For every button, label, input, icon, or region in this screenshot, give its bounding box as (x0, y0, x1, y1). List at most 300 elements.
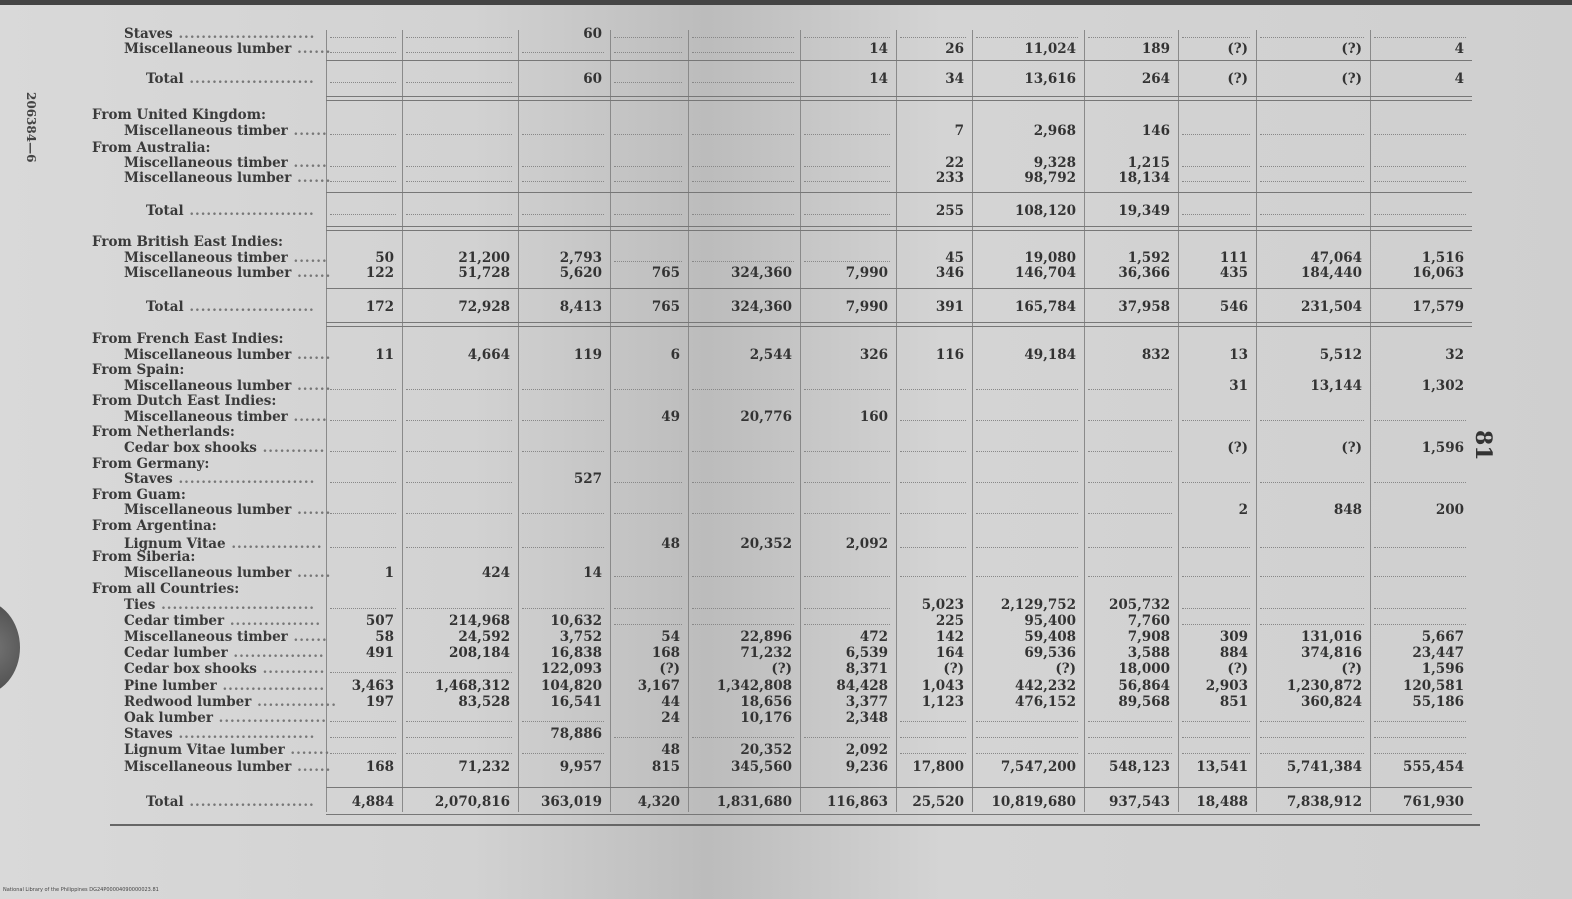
table-row (0, 409, 1572, 425)
table-row (0, 26, 1572, 42)
empty-cell-leader (804, 513, 890, 514)
empty-cell-leader (522, 181, 604, 182)
value-cell: 7,547,200 (1000, 759, 1076, 775)
value-cell: 424 (481, 565, 510, 581)
value-cell: 832 (1141, 347, 1170, 363)
value-cell: 3,752 (559, 629, 602, 645)
value-cell: 9,328 (1033, 155, 1076, 171)
value-cell: 1,230,872 (1286, 678, 1362, 694)
value-cell: 8,413 (559, 299, 602, 315)
empty-cell-leader (406, 82, 512, 83)
value-cell: 815 (651, 759, 680, 775)
row-label: Total ...................... (146, 794, 315, 810)
empty-cell-leader (1374, 482, 1466, 483)
empty-cell-leader (614, 513, 682, 514)
value-cell: 346 (935, 265, 964, 281)
empty-cell-leader (330, 451, 396, 452)
value-cell: 142 (935, 629, 964, 645)
empty-cell-leader (1182, 753, 1250, 754)
empty-cell-leader (522, 451, 604, 452)
value-cell: (?) (771, 661, 792, 677)
value-cell: (?) (1227, 661, 1248, 677)
empty-cell-leader (330, 737, 396, 738)
empty-cell-leader (900, 389, 966, 390)
empty-cell-leader (804, 608, 890, 609)
empty-cell-leader (692, 37, 794, 38)
empty-cell-leader (1260, 134, 1364, 135)
row-label: Redwood lumber .............. (124, 694, 337, 710)
empty-cell-leader (692, 513, 794, 514)
value-cell: 60 (583, 26, 602, 42)
value-cell: 20,352 (740, 742, 792, 758)
value-cell: 1,215 (1127, 155, 1170, 171)
table-rule (326, 322, 1472, 323)
row-label: From British East Indies: (92, 234, 284, 250)
table-row (0, 393, 1572, 409)
empty-cell-leader (406, 181, 512, 182)
value-cell: 164 (935, 645, 964, 661)
value-cell: 2,903 (1205, 678, 1248, 694)
value-cell: 111 (1219, 250, 1248, 266)
table-row (0, 678, 1572, 694)
empty-cell-leader (1182, 181, 1250, 182)
value-cell: 4,320 (637, 794, 680, 810)
value-cell: 131,016 (1300, 629, 1362, 645)
value-cell: 55,186 (1412, 694, 1464, 710)
row-label: From United Kingdom: (92, 107, 266, 123)
empty-cell-leader (804, 37, 890, 38)
value-cell: 146,704 (1014, 265, 1076, 281)
empty-cell-leader (1182, 482, 1250, 483)
value-cell: 10,176 (740, 710, 792, 726)
value-cell: 1,592 (1127, 250, 1170, 266)
value-cell: 1,596 (1421, 440, 1464, 456)
value-cell: 1,302 (1421, 378, 1464, 394)
empty-cell-leader (1374, 547, 1466, 548)
row-label: Miscellaneous timber ...... (124, 155, 328, 171)
value-cell: 10,819,680 (991, 794, 1076, 810)
empty-cell-leader (522, 214, 604, 215)
value-cell: 104,820 (540, 678, 602, 694)
empty-cell-leader (976, 451, 1078, 452)
value-cell: 937,543 (1108, 794, 1170, 810)
empty-cell-leader (406, 420, 512, 421)
empty-cell-leader (406, 672, 512, 673)
value-cell: 84,428 (836, 678, 888, 694)
table-row (0, 41, 1572, 57)
empty-cell-leader (330, 513, 396, 514)
value-cell: 48 (661, 536, 680, 552)
value-cell: 6,539 (845, 645, 888, 661)
row-label: Staves ........................ (124, 26, 316, 42)
empty-cell-leader (900, 737, 966, 738)
value-cell: 345,560 (730, 759, 792, 775)
value-cell: 761,930 (1402, 794, 1464, 810)
empty-cell-leader (614, 451, 682, 452)
empty-cell-leader (692, 134, 794, 135)
value-cell: 13 (1229, 347, 1248, 363)
value-cell: 472 (859, 629, 888, 645)
empty-cell-leader (1182, 214, 1250, 215)
row-label: Miscellaneous lumber ...... (124, 565, 332, 581)
value-cell: 18,134 (1118, 170, 1170, 186)
value-cell: 3,463 (351, 678, 394, 694)
value-cell: 5,620 (559, 265, 602, 281)
value-cell: 7,908 (1127, 629, 1170, 645)
empty-cell-leader (804, 214, 890, 215)
empty-cell-leader (692, 166, 794, 167)
value-cell: 14 (869, 71, 888, 87)
value-cell: 1,831,680 (716, 794, 792, 810)
row-label: From all Countries: (92, 581, 240, 597)
value-cell: 214,968 (448, 613, 510, 629)
empty-cell-leader (1374, 134, 1466, 135)
value-cell: 108,120 (1014, 203, 1076, 219)
empty-cell-leader (1374, 166, 1466, 167)
empty-cell-leader (614, 52, 682, 53)
empty-cell-leader (1182, 547, 1250, 548)
empty-cell-leader (330, 608, 396, 609)
table-row (0, 726, 1572, 742)
value-cell: 23,447 (1412, 645, 1464, 661)
value-cell: 1,516 (1421, 250, 1464, 266)
value-cell: 6 (670, 347, 680, 363)
empty-cell-leader (1088, 753, 1172, 754)
table-row (0, 140, 1572, 156)
value-cell: 3,588 (1127, 645, 1170, 661)
row-label: From French East Indies: (92, 331, 284, 347)
value-cell: 98,792 (1024, 170, 1076, 186)
empty-cell-leader (1374, 576, 1466, 577)
empty-cell-leader (1374, 721, 1466, 722)
table-row (0, 123, 1572, 139)
table-row (0, 424, 1572, 440)
row-label: Lignum Vitae ................ (124, 536, 323, 552)
value-cell: 122 (365, 265, 394, 281)
empty-cell-leader (1182, 576, 1250, 577)
value-cell: 17,800 (912, 759, 964, 775)
table-rule (326, 192, 1472, 193)
empty-cell-leader (900, 451, 966, 452)
empty-cell-leader (1182, 166, 1250, 167)
table-row (0, 250, 1572, 266)
value-cell: 95,400 (1024, 613, 1076, 629)
empty-cell-leader (614, 82, 682, 83)
value-cell: 18,488 (1196, 794, 1248, 810)
value-cell: 208,184 (448, 645, 510, 661)
empty-cell-leader (976, 737, 1078, 738)
empty-cell-leader (1260, 547, 1364, 548)
value-cell: 20,352 (740, 536, 792, 552)
empty-cell-leader (900, 576, 966, 577)
value-cell: 231,504 (1300, 299, 1362, 315)
empty-cell-leader (330, 181, 396, 182)
value-cell: 16,838 (550, 645, 602, 661)
value-cell: 5,741,384 (1286, 759, 1362, 775)
row-label: Cedar lumber ................ (124, 645, 325, 661)
empty-cell-leader (1088, 482, 1172, 483)
empty-cell-leader (330, 753, 396, 754)
table-rule (326, 100, 1472, 101)
value-cell: 4 (1454, 41, 1464, 57)
value-cell: 58 (375, 629, 394, 645)
value-cell: 168 (651, 645, 680, 661)
row-label: From Siberia: (92, 549, 196, 565)
value-cell: 120,581 (1402, 678, 1464, 694)
value-cell: 765 (651, 265, 680, 281)
value-cell: 4,664 (467, 347, 510, 363)
value-cell: (?) (1341, 71, 1362, 87)
value-cell: 2,348 (845, 710, 888, 726)
table-row (0, 661, 1572, 677)
row-label: Oak lumber ................... (124, 710, 327, 726)
value-cell: 9,236 (845, 759, 888, 775)
value-cell: 184,440 (1300, 265, 1362, 281)
empty-cell-leader (1374, 420, 1466, 421)
side-code: 206384—6 (24, 92, 38, 163)
empty-cell-leader (522, 389, 604, 390)
value-cell: 7,990 (845, 299, 888, 315)
empty-cell-leader (406, 166, 512, 167)
empty-cell-leader (1088, 513, 1172, 514)
empty-cell-leader (614, 134, 682, 135)
value-cell: 555,454 (1402, 759, 1464, 775)
value-cell: 1,043 (921, 678, 964, 694)
table-row (0, 440, 1572, 456)
row-label: Miscellaneous lumber ...... (124, 41, 332, 57)
empty-cell-leader (976, 420, 1078, 421)
table-row (0, 502, 1572, 518)
empty-cell-leader (614, 576, 682, 577)
empty-cell-leader (1182, 420, 1250, 421)
table-row (0, 581, 1572, 597)
table-row (0, 645, 1572, 661)
value-cell: 78,886 (550, 726, 602, 742)
empty-cell-leader (330, 389, 396, 390)
empty-cell-leader (1182, 624, 1250, 625)
value-cell: 44 (661, 694, 680, 710)
empty-cell-leader (406, 52, 512, 53)
table-row (0, 265, 1572, 281)
empty-cell-leader (1374, 608, 1466, 609)
empty-cell-leader (976, 753, 1078, 754)
empty-cell-leader (1260, 181, 1364, 182)
value-cell: 172 (365, 299, 394, 315)
empty-cell-leader (522, 52, 604, 53)
value-cell: 51,728 (458, 265, 510, 281)
value-cell: 47,064 (1310, 250, 1362, 266)
row-label: From Guam: (92, 487, 186, 503)
empty-cell-leader (1088, 420, 1172, 421)
row-label: Total ...................... (146, 71, 315, 87)
table-rule (326, 60, 1472, 61)
row-label: Ties ........................... (124, 597, 315, 613)
value-cell: 19,080 (1024, 250, 1076, 266)
empty-cell-leader (1260, 37, 1364, 38)
empty-cell-leader (976, 482, 1078, 483)
empty-cell-leader (804, 737, 890, 738)
table-row (0, 378, 1572, 394)
value-cell: 309 (1219, 629, 1248, 645)
table-row (0, 694, 1572, 710)
empty-cell-leader (1260, 482, 1364, 483)
empty-cell-leader (406, 737, 512, 738)
value-cell: (?) (1341, 41, 1362, 57)
value-cell: 225 (935, 613, 964, 629)
empty-cell-leader (1260, 576, 1364, 577)
empty-cell-leader (804, 482, 890, 483)
empty-cell-leader (900, 513, 966, 514)
value-cell: 264 (1141, 71, 1170, 87)
value-cell: 884 (1219, 645, 1248, 661)
value-cell: 146 (1141, 123, 1170, 139)
empty-cell-leader (330, 482, 396, 483)
value-cell: 442,232 (1014, 678, 1076, 694)
empty-cell-leader (1182, 134, 1250, 135)
row-label: Miscellaneous lumber ...... (124, 502, 332, 518)
empty-cell-leader (614, 214, 682, 215)
row-label: Total ...................... (146, 203, 315, 219)
value-cell: (?) (1227, 41, 1248, 57)
table-rule (326, 226, 1472, 227)
value-cell: 116 (935, 347, 964, 363)
value-cell: 37,958 (1118, 299, 1170, 315)
value-cell: 3,377 (845, 694, 888, 710)
table-row (0, 794, 1572, 810)
value-cell: 851 (1219, 694, 1248, 710)
value-cell: 16,541 (550, 694, 602, 710)
value-cell: 48 (661, 742, 680, 758)
value-cell: 324,360 (730, 265, 792, 281)
value-cell: 21,200 (458, 250, 510, 266)
empty-cell-leader (406, 37, 512, 38)
empty-cell-leader (406, 214, 512, 215)
table-rule (326, 787, 1472, 788)
table-rule (326, 326, 1472, 327)
value-cell: 20,776 (740, 409, 792, 425)
value-cell: 507 (365, 613, 394, 629)
value-cell: 2,129,752 (1000, 597, 1076, 613)
empty-cell-leader (1088, 737, 1172, 738)
value-cell: 1,468,312 (434, 678, 510, 694)
empty-cell-leader (692, 82, 794, 83)
value-cell: 9,957 (559, 759, 602, 775)
table-row (0, 170, 1572, 186)
value-cell: 233 (935, 170, 964, 186)
table-rule (326, 230, 1472, 231)
value-cell: 548,123 (1108, 759, 1170, 775)
empty-cell-leader (804, 389, 890, 390)
empty-cell-leader (406, 513, 512, 514)
value-cell: 11,024 (1024, 41, 1076, 57)
value-cell: 7,838,912 (1286, 794, 1362, 810)
value-cell: 69,536 (1024, 645, 1076, 661)
empty-cell-leader (804, 181, 890, 182)
row-label: Miscellaneous lumber ...... (124, 265, 332, 281)
empty-cell-leader (692, 451, 794, 452)
empty-cell-leader (1182, 737, 1250, 738)
empty-cell-leader (330, 134, 396, 135)
empty-cell-leader (1088, 547, 1172, 548)
empty-cell-leader (692, 737, 794, 738)
empty-cell-leader (804, 624, 890, 625)
empty-cell-leader (1260, 721, 1364, 722)
empty-cell-leader (330, 52, 396, 53)
empty-cell-leader (692, 608, 794, 609)
empty-cell-leader (330, 547, 396, 548)
empty-cell-leader (692, 181, 794, 182)
row-label: Cedar timber ................ (124, 613, 322, 629)
value-cell: 22 (945, 155, 964, 171)
value-cell: 546 (1219, 299, 1248, 315)
empty-cell-leader (522, 166, 604, 167)
value-cell: 7 (954, 123, 964, 139)
value-cell: (?) (1227, 71, 1248, 87)
value-cell: 2 (1238, 502, 1248, 518)
value-cell: 60 (583, 71, 602, 87)
table-row (0, 710, 1572, 726)
empty-cell-leader (976, 389, 1078, 390)
value-cell: 255 (935, 203, 964, 219)
empty-cell-leader (692, 52, 794, 53)
empty-cell-leader (330, 82, 396, 83)
empty-cell-leader (614, 482, 682, 483)
row-label: Lignum Vitae lumber ....... (124, 742, 331, 758)
empty-cell-leader (976, 513, 1078, 514)
value-cell: 2,544 (749, 347, 792, 363)
table-row (0, 565, 1572, 581)
empty-cell-leader (406, 482, 512, 483)
empty-cell-leader (1374, 753, 1466, 754)
table-row (0, 203, 1572, 219)
value-cell: 197 (365, 694, 394, 710)
value-cell: 89,568 (1118, 694, 1170, 710)
row-label: From Netherlands: (92, 424, 235, 440)
empty-cell-leader (1088, 451, 1172, 452)
empty-cell-leader (1182, 608, 1250, 609)
value-cell: 160 (859, 409, 888, 425)
empty-cell-leader (804, 451, 890, 452)
empty-cell-leader (692, 482, 794, 483)
table-row (0, 155, 1572, 171)
table-row (0, 471, 1572, 487)
table-row (0, 597, 1572, 613)
value-cell: 765 (651, 299, 680, 315)
value-cell: 18,000 (1118, 661, 1170, 677)
value-cell: 71,232 (458, 759, 510, 775)
empty-cell-leader (522, 513, 604, 514)
table-row (0, 629, 1572, 645)
value-cell: 34 (945, 71, 964, 87)
value-cell: 363,019 (540, 794, 602, 810)
value-cell: 24,592 (458, 629, 510, 645)
value-cell: 2,968 (1033, 123, 1076, 139)
empty-cell-leader (900, 721, 966, 722)
empty-cell-leader (522, 608, 604, 609)
empty-cell-leader (522, 420, 604, 421)
empty-cell-leader (692, 624, 794, 625)
value-cell: 391 (935, 299, 964, 315)
table-rule (326, 96, 1472, 97)
value-cell: 122,093 (540, 661, 602, 677)
value-cell: 10,632 (550, 613, 602, 629)
value-cell: 59,408 (1024, 629, 1076, 645)
empty-cell-leader (1374, 737, 1466, 738)
value-cell: 324,360 (730, 299, 792, 315)
table-row (0, 71, 1572, 87)
value-cell: 24 (661, 710, 680, 726)
value-cell: 2,793 (559, 250, 602, 266)
